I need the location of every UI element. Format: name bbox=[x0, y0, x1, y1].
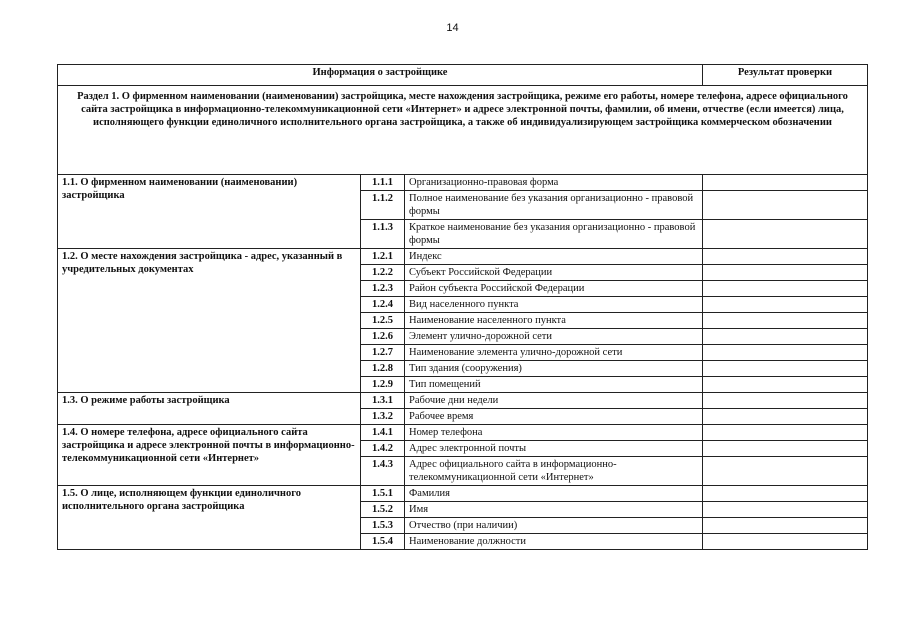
result-cell[interactable] bbox=[703, 191, 868, 220]
item-name: Организационно-правовая форма bbox=[405, 175, 703, 191]
item-name: Элемент улично-дорожной сети bbox=[405, 329, 703, 345]
item-code: 1.2.7 bbox=[361, 345, 405, 361]
item-code: 1.1.1 bbox=[361, 175, 405, 191]
header-info: Информация о застройщике bbox=[58, 65, 703, 86]
table-header-row bbox=[58, 65, 868, 86]
result-cell[interactable] bbox=[703, 345, 868, 361]
item-code: 1.3.2 bbox=[361, 409, 405, 425]
group-title: 1.1. О фирменном наименовании (наименовании) застройщика bbox=[58, 175, 361, 249]
table-row bbox=[58, 175, 868, 191]
result-cell[interactable] bbox=[703, 377, 868, 393]
result-cell[interactable] bbox=[703, 457, 868, 486]
item-name: Адрес электронной почты bbox=[405, 441, 703, 457]
item-name: Краткое наименование без указания организационно - правовой формы bbox=[405, 220, 703, 249]
result-cell[interactable] bbox=[703, 518, 868, 534]
item-code: 1.4.3 bbox=[361, 457, 405, 486]
page-number: 14 bbox=[446, 22, 459, 34]
item-code: 1.4.2 bbox=[361, 441, 405, 457]
item-name: Полное наименование без указания организационно - правовой формы bbox=[405, 191, 703, 220]
item-code: 1.2.8 bbox=[361, 361, 405, 377]
item-name: Отчество (при наличии) bbox=[405, 518, 703, 534]
result-cell[interactable] bbox=[703, 441, 868, 457]
item-name: Тип здания (сооружения) bbox=[405, 361, 703, 377]
item-name: Наименование населенного пункта bbox=[405, 313, 703, 329]
result-cell[interactable] bbox=[703, 281, 868, 297]
section-row bbox=[58, 86, 868, 175]
group-title: 1.2. О месте нахождения застройщика - адрес, указанный в учредительных документах bbox=[58, 249, 361, 393]
table-row bbox=[58, 393, 868, 409]
group-title: 1.4. О номере телефона, адресе официального сайта застройщика и адресе электронной почты в информационно-телекоммуникационной сети «Интернет» bbox=[58, 425, 361, 486]
result-cell[interactable] bbox=[703, 313, 868, 329]
item-name: Наименование элемента улично-дорожной сети bbox=[405, 345, 703, 361]
item-name: Субъект Российской Федерации bbox=[405, 265, 703, 281]
item-code: 1.2.1 bbox=[361, 249, 405, 265]
result-cell[interactable] bbox=[703, 502, 868, 518]
item-name: Наименование должности bbox=[405, 534, 703, 550]
item-code: 1.1.3 bbox=[361, 220, 405, 249]
item-code: 1.5.2 bbox=[361, 502, 405, 518]
item-code: 1.2.4 bbox=[361, 297, 405, 313]
item-name: Рабочее время bbox=[405, 409, 703, 425]
result-cell[interactable] bbox=[703, 425, 868, 441]
developer-info-table bbox=[57, 64, 868, 550]
result-cell[interactable] bbox=[703, 297, 868, 313]
result-cell[interactable] bbox=[703, 486, 868, 502]
result-cell[interactable] bbox=[703, 329, 868, 345]
item-name: Имя bbox=[405, 502, 703, 518]
group-title: 1.5. О лице, исполняющем функции единоличного исполнительного органа застройщика bbox=[58, 486, 361, 550]
table-row bbox=[58, 425, 868, 441]
section-title: Раздел 1. О фирменном наименовании (наименовании) застройщика, месте нахождения застройщика, режиме его работы, номере телефона, адресе официального сайта застройщика в информационно-телекоммуникационной сети «Интернет» и адресе электронной почты, фамилии, об имени, отчестве (если имеется) лица, исполняющего функции единоличного исполнительного органа застройщика, а также об индивидуализирующем застройщика коммерческом обозначении bbox=[58, 86, 868, 175]
item-name: Адрес официального сайта в информационно-телекоммуникационной сети «Интернет» bbox=[405, 457, 703, 486]
item-name: Индекс bbox=[405, 249, 703, 265]
item-code: 1.4.1 bbox=[361, 425, 405, 441]
header-result: Результат проверки bbox=[703, 65, 868, 86]
group-title: 1.3. О режиме работы застройщика bbox=[58, 393, 361, 425]
result-cell[interactable] bbox=[703, 409, 868, 425]
item-name: Район субъекта Российской Федерации bbox=[405, 281, 703, 297]
item-code: 1.2.9 bbox=[361, 377, 405, 393]
item-code: 1.5.4 bbox=[361, 534, 405, 550]
result-cell[interactable] bbox=[703, 265, 868, 281]
item-code: 1.2.2 bbox=[361, 265, 405, 281]
table-row bbox=[58, 486, 868, 502]
item-code: 1.5.3 bbox=[361, 518, 405, 534]
result-cell[interactable] bbox=[703, 361, 868, 377]
item-code: 1.3.1 bbox=[361, 393, 405, 409]
item-code: 1.2.6 bbox=[361, 329, 405, 345]
item-code: 1.2.5 bbox=[361, 313, 405, 329]
result-cell[interactable] bbox=[703, 249, 868, 265]
result-cell[interactable] bbox=[703, 220, 868, 249]
result-cell[interactable] bbox=[703, 393, 868, 409]
item-code: 1.1.2 bbox=[361, 191, 405, 220]
item-name: Тип помещений bbox=[405, 377, 703, 393]
result-cell[interactable] bbox=[703, 534, 868, 550]
item-code: 1.5.1 bbox=[361, 486, 405, 502]
item-name: Фамилия bbox=[405, 486, 703, 502]
item-name: Рабочие дни недели bbox=[405, 393, 703, 409]
item-name: Номер телефона bbox=[405, 425, 703, 441]
item-code: 1.2.3 bbox=[361, 281, 405, 297]
item-name: Вид населенного пункта bbox=[405, 297, 703, 313]
table-row bbox=[58, 249, 868, 265]
result-cell[interactable] bbox=[703, 175, 868, 191]
